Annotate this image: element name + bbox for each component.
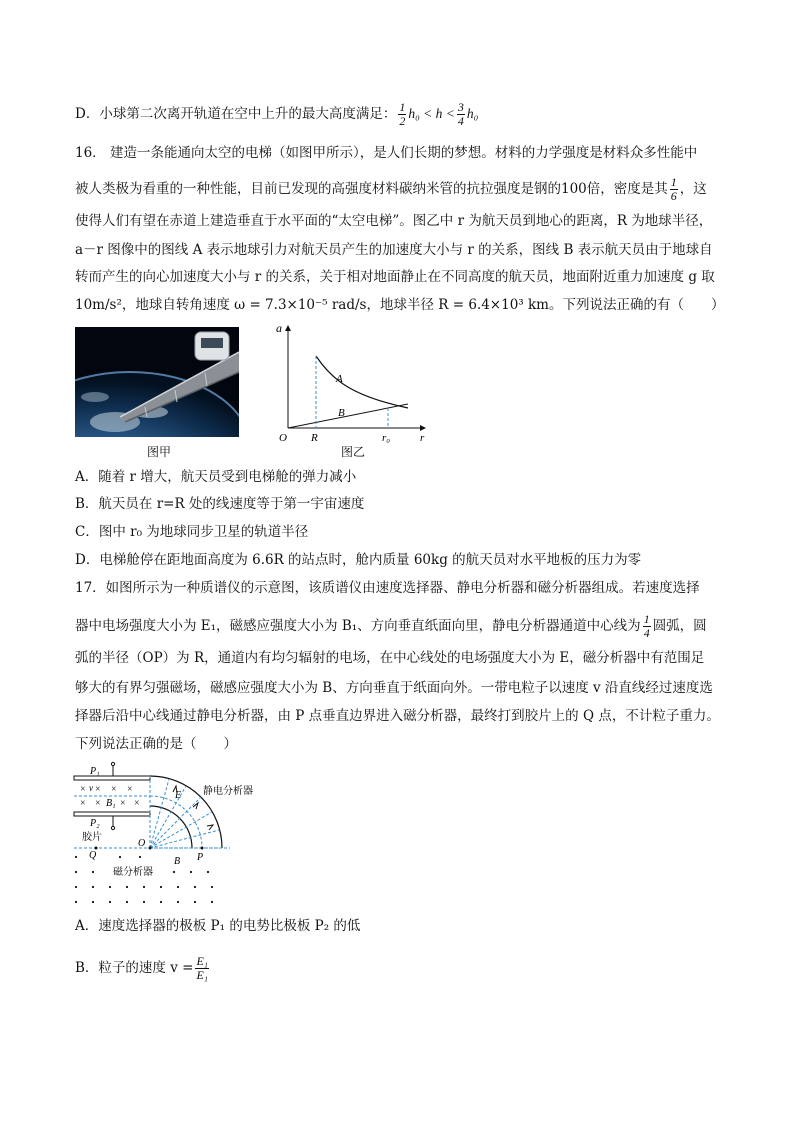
label-curve-a: A (336, 373, 343, 385)
label-a: a (276, 321, 282, 335)
q16-option-c: C．图中 r₀ 为地球同步卫星的轨道半径 (75, 524, 309, 540)
label-r: r (420, 432, 425, 444)
space-elevator-image (75, 327, 239, 437)
q16-line-4: a－r 图像中的图线 A 表示地球引力对航天员产生的加速度大小与 r 的关系，图线 B 表示航天员由于地球自 (75, 242, 713, 258)
q17-line-2: 器中电场强度大小为 E₁，磁感应强度大小为 B₁、方向垂直纸面向里，静电分析器通道中心线为 $\frac{1}{4}$ 圆弧，圆 (75, 612, 707, 640)
label-q: Q (89, 850, 97, 861)
svg-text:×: × (120, 798, 126, 809)
plate-p1 (74, 776, 150, 780)
q16-option-d: D．电梯舱停在距地面高度为 6.6R 的站点时，舱内质量 60kg 的航天员对水平地板的压力为零 (75, 552, 642, 568)
q17-line-6: 下列说法正确的是（ ） (75, 736, 237, 752)
label-origin: O (279, 432, 287, 444)
svg-text:×: × (134, 798, 140, 809)
label-magnetic-analyzer: 磁分析器 (113, 867, 153, 878)
svg-text:×: × (80, 784, 86, 795)
label-line-b: B (338, 407, 345, 419)
label-r-earth: R (311, 432, 318, 444)
a-r-graph (270, 318, 430, 448)
label-film: 胶片 (82, 832, 102, 843)
figure-yi-caption: 图乙 (341, 445, 366, 459)
magnetic-field-dots (75, 856, 213, 903)
svg-text:×: × (111, 784, 117, 795)
label-v: v (89, 783, 93, 793)
fraction-three-quarters: $\frac{3}{4}$ (457, 100, 464, 128)
fraction-one-sixth: $\frac{1}{6}$ (670, 175, 677, 203)
svg-text:×: × (127, 784, 133, 795)
label-p: P (197, 852, 204, 863)
label-o: O (138, 838, 146, 849)
label-r0: r₀ (382, 432, 391, 444)
q17-line-3: 弧的半径（OP）为 R，通道内有均匀辐射的电场，在中心线处的电场强度大小为 E，磁分析器中有范围足 (75, 650, 705, 666)
q16-line-2: 被人类极为看重的一种性能，目前已发现的高强度材料碳纳米管的抗拉强度是钢的100倍，密度是其 $\frac{1}{6}$ ，这 (75, 175, 707, 203)
q16-line-3: 使得人们有望在赤道上建造垂直于水平面的“太空电梯”。图乙中 r 为航天员到地心的距离，R 为地球半径， (75, 213, 713, 229)
label-p1: P₁ (90, 766, 100, 777)
q17-line-5: 择器后沿中心线通过静电分析器，由 P 点垂直边界进入磁分析器，最终打到胶片上的 Q 点，不计粒子重力。 (75, 708, 720, 724)
mass-spectrometer-diagram (70, 760, 270, 910)
svg-text:×: × (80, 798, 86, 809)
figure-jia-caption: 图甲 (147, 445, 172, 459)
q17-option-b: B．粒子的速度 v = $\frac{\text{E₁}}{\text{E₁}}$ (75, 954, 208, 982)
q15-option-d: D．小球第二次离开轨道在空中上升的最大高度满足： $\frac{1}{2}$ h₀ < h < $\frac{3}{4}$ h₀ (75, 100, 479, 128)
label-e: E (175, 790, 182, 801)
fraction-half: $\frac{1}{2}$ (399, 100, 406, 128)
label-p2: P₂ (90, 818, 100, 829)
label-electrostatic-analyzer: 静电分析器 (203, 786, 253, 797)
q16-option-a: A．随着 r 增大，航天员受到电梯舱的弹力减小 (75, 469, 357, 485)
plate-p2 (74, 812, 150, 816)
q17-line-4: 够大的有界匀强磁场，磁感应强度大小为 B、方向垂直于纸面向外。一带电粒子以速度 v 沿直线经过速度选 (75, 680, 713, 696)
svg-text:×: × (95, 784, 101, 795)
line-b (288, 404, 408, 428)
q16-line-6: 10m/s²，地球自转角速度 ω = 7.3×10⁻⁵ rad/s，地球半径 R = 6.4×10³ km。下列说法正确的有（ ） (75, 297, 725, 313)
q17-option-a: A．速度选择器的极板 P₁ 的电势比极板 P₂ 的低 (75, 918, 361, 934)
fraction-e1-over-e1: $\frac{\text{E₁}}{\text{E₁}}$ (196, 954, 208, 982)
label-b: B (174, 856, 181, 867)
fraction-one-quarter: $\frac{1}{4}$ (643, 612, 650, 640)
label-b1: B₁ (106, 798, 116, 809)
q16-line-1: 16． 建造一条能通向太空的电梯（如图甲所示），是人们长期的梦想。材料的力学强度是材料众多性能中 (75, 145, 698, 161)
q16-line-5: 转而产生的向心加速度大小与 r 的关系，关于相对地面静止在不同高度的航天员，地面附近重力加速度 g 取 (75, 269, 715, 285)
q17-line-1: 17．如图所示为一种质谱仪的示意图，该质谱仪由速度选择器、静电分析器和磁分析器组成。若速度选择 (75, 580, 700, 596)
q16-option-b: B．航天员在 r=R 处的线速度等于第一宇宙速度 (75, 496, 365, 512)
svg-text:×: × (95, 798, 101, 809)
curve-a (316, 356, 408, 408)
